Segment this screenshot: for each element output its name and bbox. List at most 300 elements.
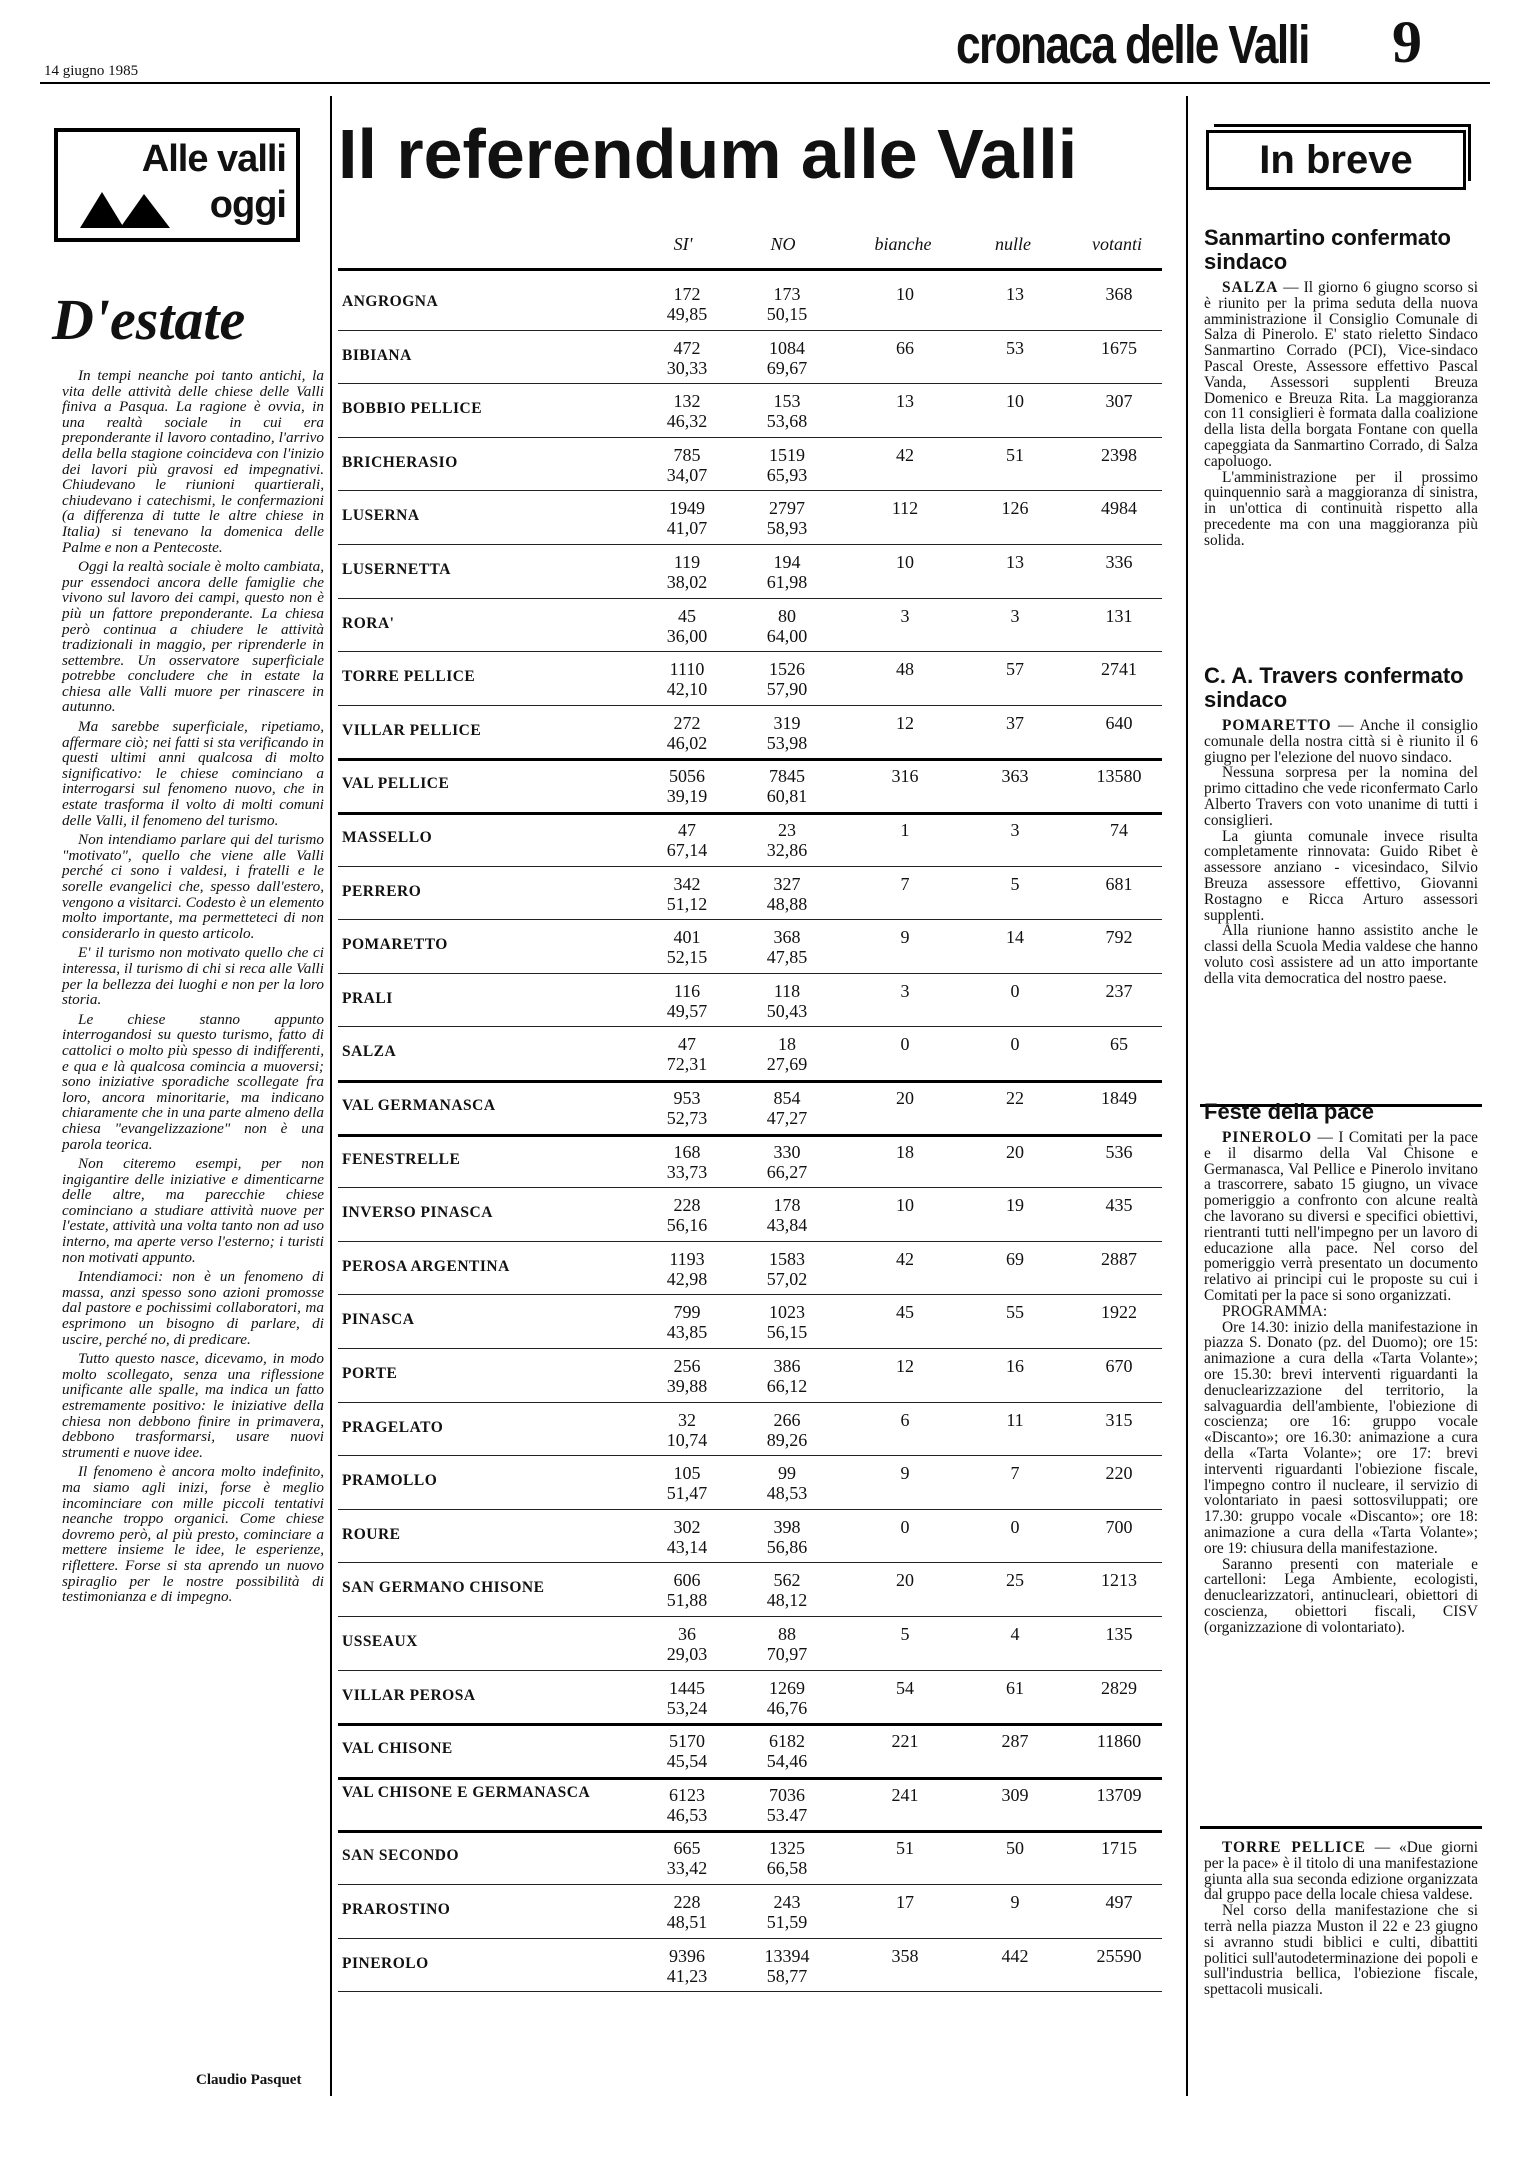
si-votes: 47 — [678, 1034, 696, 1055]
blank-votes: 3 — [900, 980, 910, 1001]
municipality-name: PRAMOLLO — [342, 1472, 438, 1490]
voters-total: 11860 — [1096, 1731, 1142, 1752]
news-item-salza — [1204, 226, 1478, 549]
si-percent: 33,42 — [666, 1858, 708, 1879]
null-votes: 10 — [1006, 391, 1024, 412]
no-votes: 80 — [778, 605, 796, 626]
municipality-name: PEROSA ARGENTINA — [342, 1257, 510, 1275]
null-votes: 9 — [1010, 1892, 1020, 1912]
municipality-name: PRAROSTINO — [342, 1901, 451, 1918]
si-percent: 45,54 — [666, 1751, 708, 1772]
no-percent: 46,76 — [766, 1697, 808, 1718]
blank-votes: 54 — [896, 1677, 914, 1698]
no-votes: 243 — [773, 1892, 801, 1912]
table-row — [338, 1884, 1162, 1938]
municipality-name: SAN SECONDO — [342, 1847, 460, 1865]
news-text: — «Due giorni per la pace» è il titolo di una manifestazione giunta alla sua seconda edizione organizzata dal gruppo pace della locale chiesa valdese. — [1204, 1839, 1478, 1904]
blank-votes: 7 — [900, 873, 910, 894]
si-votes: 342 — [673, 873, 701, 894]
table-row — [338, 1938, 1162, 1992]
table-row — [338, 276, 1162, 330]
no-percent: 32,86 — [766, 840, 808, 860]
news-paragraph — [1204, 1557, 1478, 1636]
column-header-votanti: votanti — [1092, 234, 1142, 254]
si-percent: 39,19 — [666, 786, 708, 807]
voters-total: 4984 — [1101, 498, 1137, 519]
no-votes: 18 — [778, 1034, 796, 1055]
table-header-rule — [338, 268, 1162, 271]
news-item-torre-pellice — [1204, 1840, 1478, 1998]
municipality-name: PRAGELATO — [342, 1418, 444, 1436]
blank-votes: 112 — [891, 498, 919, 519]
article-author: Claudio Pasquet — [196, 2072, 302, 2088]
si-percent: 41,07 — [666, 518, 708, 539]
article-paragraph: In tempi neanche poi tanto antichi, la vita delle attività delle chiese delle Valli finiva a Pasqua. La ragione è ovvia, in una realtà sociale in cui era preponderante il lavoro contadino, l'arrivo della bella stagione coincideva con l'inizio dei lavori più gravosi ed impegnativi. Chiudevano le riunioni quartierali, chiudevano i catechismi, le confermazioni (a differenza di tutte le altre chiese in Italia) si tenevano la domenica delle Palme e non a Pentecoste. — [62, 367, 324, 556]
null-votes: 55 — [1006, 1302, 1024, 1323]
column-header-nulle: nulle — [995, 234, 1031, 254]
voters-total: 536 — [1105, 1141, 1133, 1162]
article-paragraph: Oggi la realtà sociale è molto cambiata, pur essendoci ancora delle famiglie che vivono sul lavoro dei campi, questo non è più un fattore preponderante. La chiesa però continua a chiudere le attività tradizionali in maggio, per riprenderle in settembre. Un osservatore superficiale potrebbe concludere che in estate la chiesa alle Valli muore per rinascere in autunno. — [62, 558, 324, 716]
no-percent: 43,84 — [766, 1215, 808, 1236]
blank-votes: 10 — [896, 1195, 914, 1216]
table-row — [338, 705, 1162, 759]
municipality-name: PINEROLO — [342, 1954, 429, 1972]
voters-total: 792 — [1105, 927, 1133, 948]
table-row — [338, 1241, 1162, 1295]
voters-total: 135 — [1105, 1624, 1133, 1644]
si-votes: 45 — [678, 605, 696, 626]
article-paragraph: E' il turismo non motivato quello che ci interessa, il turismo di chi si reca alle Valli per la bellezza dei luoghi e non per la loro storia. — [62, 944, 324, 1009]
si-votes: 116 — [673, 980, 701, 1001]
blank-votes: 0 — [900, 1516, 910, 1537]
no-percent: 58,93 — [766, 518, 808, 539]
voters-total: 2741 — [1101, 659, 1137, 680]
null-votes: 3 — [1010, 820, 1020, 840]
null-votes: 442 — [1001, 1945, 1029, 1966]
municipality-name: MASSELLO — [342, 829, 433, 846]
article-body — [62, 368, 324, 1609]
column-divider-right — [1186, 96, 1188, 2096]
blank-votes: 9 — [900, 1463, 910, 1484]
no-votes: 118 — [773, 980, 801, 1001]
no-percent: 89,26 — [766, 1429, 808, 1450]
table-row — [338, 1294, 1162, 1348]
municipality-name: USSEAUX — [342, 1633, 418, 1650]
table-row — [338, 919, 1162, 973]
municipality-name: VAL CHISONE E GERMANASCA — [342, 1783, 591, 1801]
null-votes: 25 — [1006, 1570, 1024, 1591]
null-votes: 363 — [1001, 766, 1029, 787]
news-text: PROGRAMMA: — [1222, 1302, 1328, 1320]
no-percent: 70,97 — [766, 1644, 808, 1664]
table-row — [338, 1616, 1162, 1670]
news-text: Saranno presenti con materiale e cartelloni: Lega Ambiente, ecologisti, denuclearizzatori, antinucleari, obiettori di coscienza, obiettori fiscali, CISV (organizzazione di volontariato). — [1204, 1555, 1478, 1636]
no-votes: 562 — [773, 1570, 801, 1591]
issue-date: 14 giugno 1985 — [44, 63, 139, 79]
article-paragraph: Tutto questo nasce, dicevamo, in modo molto scollegato, senza una riflessione unificante alle spalle, ma indica un fatto estremamente positivo: le iniziative della chiesa non debbono finire in primavera, debbono trasformarsi, usare nuovi strumenti e nuove idee. — [62, 1350, 324, 1461]
table-row — [338, 1777, 1162, 1831]
no-percent: 66,58 — [766, 1858, 808, 1879]
no-votes: 319 — [773, 712, 801, 733]
no-votes: 178 — [773, 1195, 801, 1216]
no-percent: 51,59 — [766, 1912, 808, 1932]
si-votes: 47 — [678, 820, 696, 840]
municipality-name: PORTE — [342, 1365, 398, 1382]
blank-votes: 12 — [896, 712, 914, 733]
municipality-name: PERRERO — [342, 882, 422, 900]
blank-votes: 10 — [896, 284, 914, 304]
total-rule — [338, 1080, 1162, 1083]
si-percent: 39,88 — [666, 1376, 708, 1396]
news-headline: Feste della pace — [1204, 1099, 1374, 1124]
article-paragraph: Non intendiamo parlare qui del turismo "motivato", quello che viene alle Valli perché ci sono i valdesi, i fratelli e le sorelle evangelici che, spesso dall'estero, vengono a visitarci. Codesto è un elemento molto importante, ma permetteteci di non considerarlo in questo articolo. — [62, 831, 324, 942]
blank-votes: 221 — [891, 1731, 919, 1752]
si-percent: 36,00 — [666, 625, 708, 646]
municipality-name: VAL GERMANASCA — [342, 1097, 496, 1114]
null-votes: 0 — [1010, 980, 1020, 1001]
table-row — [338, 1830, 1162, 1884]
no-percent: 50,43 — [766, 1000, 808, 1021]
si-percent: 56,16 — [666, 1215, 708, 1236]
news-text: Ore 14.30: inizio della manifestazione in piazza S. Donato (pz. del Duomo); ore 15: animazione a cura della «Tarta Volante»; ore 15.30: brevi interventi riguardanti la denuclearizzazione del territorio, la salvaguardia dell'ambiente, l'obiezione di coscienza; ore 16: gruppo vocale «Discanto»; ore 16.30: animazione a cura della «Tarta Volante»; ore 17: brevi interventi riguardanti l'obiezione fiscale, l'impegno contro il nucleare, il servizio di volontariato in paesi sottosviluppati; ore 17.30: gruppo vocale «Discanto»; ore 18: animazione a cura della «Tarta Volante»; ore 19: chiusura della manifestazione. — [1204, 1318, 1478, 1557]
table-row — [338, 1670, 1162, 1724]
si-percent: 53,24 — [666, 1697, 708, 1718]
no-percent: 60,81 — [766, 786, 808, 807]
municipality-name: LUSERNETTA — [342, 561, 451, 578]
si-votes: 953 — [673, 1088, 701, 1108]
logo-text-line2: oggi — [209, 184, 286, 226]
blank-votes: 66 — [896, 337, 914, 358]
si-votes: 1110 — [669, 659, 705, 680]
table-row — [338, 383, 1162, 437]
news-kicker: SALZA — [1222, 279, 1279, 296]
news-text: — Anche il consiglio comunale della nostra città si è riunito il 6 giugno per l'elezione del nuovo sindaco. — [1204, 717, 1478, 766]
total-rule — [338, 1777, 1162, 1780]
news-headline: Sanmartino confermato sindaco — [1204, 225, 1451, 274]
blank-votes: 241 — [891, 1784, 919, 1805]
news-paragraph — [1204, 923, 1478, 986]
no-percent: 53.47 — [766, 1804, 808, 1825]
si-votes: 1949 — [669, 498, 705, 519]
si-percent: 30,33 — [666, 357, 708, 378]
null-votes: 0 — [1010, 1034, 1020, 1055]
table-row — [338, 1455, 1162, 1509]
no-votes: 398 — [773, 1516, 801, 1537]
si-percent: 10,74 — [666, 1429, 708, 1450]
column-header-no: NO — [770, 234, 796, 254]
voters-total: 2829 — [1101, 1677, 1137, 1698]
si-percent: 72,31 — [666, 1054, 708, 1075]
news-text: L'amministrazione per il prossimo quinquennio sarà a maggioranza di sinistra, in un'ottica di continuità rispetto alla precedente ma con una maggioranza più solida. — [1204, 468, 1478, 549]
referendum-results-table — [338, 226, 1162, 1986]
no-votes: 99 — [778, 1463, 796, 1484]
table-row — [338, 1348, 1162, 1402]
article-paragraph: Le chiese stanno appunto interrogandosi su questo turismo, fatto di cattolici o molto più spesso di indifferenti, e qua e là qualcosa comincia a muoversi; sono iniziative sporadiche scollegate fra loro, ancora minoritarie, ma indicano chiaramente che in una parte almeno della chiesa "evangelizzazione" non è una parola teorica. — [62, 1010, 324, 1153]
no-votes: 6182 — [769, 1731, 805, 1752]
null-votes: 4 — [1010, 1624, 1020, 1644]
table-row — [338, 330, 1162, 384]
table-row — [338, 598, 1162, 652]
no-votes: 368 — [773, 927, 801, 948]
no-votes: 2797 — [769, 498, 805, 519]
no-percent: 69,67 — [766, 357, 808, 378]
no-votes: 13394 — [764, 1945, 810, 1966]
table-row — [338, 758, 1162, 812]
no-percent: 53,68 — [766, 411, 808, 432]
si-percent: 43,85 — [666, 1322, 708, 1343]
voters-total: 1849 — [1101, 1088, 1137, 1108]
table-row — [338, 973, 1162, 1027]
blank-votes: 18 — [896, 1141, 914, 1162]
null-votes: 16 — [1006, 1356, 1024, 1376]
blank-votes: 358 — [891, 1945, 919, 1966]
municipality-name: FENESTRELLE — [342, 1150, 461, 1168]
null-votes: 22 — [1006, 1088, 1024, 1108]
no-votes: 23 — [778, 820, 796, 840]
no-votes: 1084 — [769, 337, 805, 358]
no-votes: 1526 — [769, 659, 805, 680]
si-percent: 49,85 — [666, 304, 708, 324]
si-votes: 6123 — [669, 1784, 705, 1805]
news-separator — [1200, 1826, 1482, 1829]
si-votes: 5056 — [669, 766, 705, 787]
municipality-name: INVERSO PINASCA — [342, 1204, 493, 1222]
null-votes: 50 — [1006, 1838, 1024, 1859]
municipality-name: TORRE PELLICE — [342, 668, 476, 686]
municipality-name: BIBIANA — [342, 346, 412, 364]
no-percent: 27,69 — [766, 1054, 808, 1075]
voters-total: 640 — [1105, 712, 1133, 733]
total-rule — [338, 1723, 1162, 1726]
si-votes: 32 — [678, 1409, 696, 1430]
no-votes: 1583 — [769, 1248, 805, 1269]
voters-total: 2887 — [1101, 1248, 1137, 1269]
voters-total: 220 — [1105, 1463, 1133, 1484]
news-paragraph — [1204, 470, 1478, 549]
no-votes: 327 — [773, 873, 801, 894]
no-percent: 65,93 — [766, 464, 808, 485]
municipality-name: BRICHERASIO — [342, 453, 458, 471]
table-row — [338, 651, 1162, 705]
municipality-name: POMARETTO — [342, 936, 448, 954]
municipality-name: VAL CHISONE — [342, 1740, 453, 1758]
si-votes: 5170 — [669, 1731, 705, 1752]
si-percent: 52,73 — [666, 1108, 708, 1128]
news-headline: C. A. Travers confermato sindaco — [1204, 663, 1464, 712]
news-text: Nel corso della manifestazione che si terrà nella piazza Muston il 22 e 23 giugno si avranno studi biblici e culti, dibattiti politici sull'autodeterminazione dei popoli e sull'industria bellica, l'obiezione fiscale, spettacoli musicali. — [1204, 1902, 1478, 1999]
news-text: Nessuna sorpresa per la nomina del primo cittadino che vede riconfermato Carlo Alberto Travers con voto unanime di tutti i consiglieri. — [1204, 764, 1478, 829]
null-votes: 3 — [1010, 605, 1020, 626]
news-kicker: PINEROLO — [1222, 1129, 1313, 1146]
null-votes: 287 — [1001, 1731, 1029, 1752]
voters-total: 13709 — [1096, 1784, 1142, 1805]
municipality-name: ROURE — [342, 1525, 401, 1543]
municipality-name: SAN GERMANO CHISONE — [342, 1579, 545, 1597]
no-votes: 1325 — [769, 1838, 805, 1859]
no-votes: 88 — [778, 1624, 796, 1644]
blank-votes: 6 — [900, 1409, 910, 1430]
si-percent: 51,12 — [666, 893, 708, 914]
table-row — [338, 490, 1162, 544]
blank-votes: 9 — [900, 927, 910, 948]
no-votes: 7036 — [769, 1784, 805, 1805]
no-percent: 58,77 — [766, 1965, 808, 1986]
si-votes: 132 — [673, 391, 701, 412]
table-row — [338, 1080, 1162, 1134]
voters-total: 131 — [1105, 605, 1133, 626]
logo-text-line1: Alle valli — [141, 138, 286, 180]
voters-total: 307 — [1105, 391, 1133, 412]
mountains-icon — [80, 190, 172, 228]
null-votes: 7 — [1010, 1463, 1020, 1484]
table-row — [338, 437, 1162, 491]
blank-votes: 13 — [896, 391, 914, 412]
blank-votes: 10 — [896, 552, 914, 572]
column-divider-left — [330, 96, 332, 2096]
si-votes: 1193 — [669, 1248, 705, 1269]
blank-votes: 5 — [900, 1624, 910, 1644]
table-row — [338, 1509, 1162, 1563]
no-percent: 48,88 — [766, 893, 808, 914]
table-row — [338, 1562, 1162, 1616]
si-votes: 799 — [673, 1302, 701, 1323]
null-votes: 61 — [1006, 1677, 1024, 1698]
no-votes: 854 — [773, 1088, 801, 1108]
null-votes: 69 — [1006, 1248, 1024, 1269]
si-percent: 42,10 — [666, 679, 708, 700]
article-title: D'estate — [52, 287, 246, 352]
masthead: cronaca delle Valli — [956, 15, 1309, 75]
no-percent: 61,98 — [766, 572, 808, 592]
news-text: La giunta comunale invece risulta completamente rinnovata: Guido Ribet è assessore anziano - vicesindaco, Silvio Breuza assessore effettivo, Giovanni Rostagno e Ricca Arturo assessori supplenti. — [1204, 827, 1478, 924]
si-percent: 46,32 — [666, 411, 708, 432]
header-rule — [40, 82, 1490, 84]
voters-total: 336 — [1105, 552, 1133, 572]
column-header-bianche: bianche — [874, 234, 932, 254]
si-percent: 38,02 — [666, 572, 708, 592]
si-percent: 33,73 — [666, 1161, 708, 1182]
municipality-name: BOBBIO PELLICE — [342, 400, 483, 418]
si-votes: 472 — [673, 337, 701, 358]
voters-total: 13580 — [1096, 766, 1142, 787]
voters-total: 435 — [1105, 1195, 1133, 1216]
voters-total: 1715 — [1101, 1838, 1137, 1859]
no-percent: 47,27 — [766, 1108, 808, 1128]
si-percent: 46,02 — [666, 732, 708, 753]
si-percent: 67,14 — [666, 840, 708, 860]
si-percent: 51,47 — [666, 1483, 708, 1504]
no-percent: 64,00 — [766, 625, 808, 646]
voters-total: 237 — [1105, 980, 1133, 1001]
si-percent: 49,57 — [666, 1000, 708, 1021]
table-row — [338, 544, 1162, 598]
si-votes: 9396 — [669, 1945, 705, 1966]
null-votes: 13 — [1006, 284, 1024, 304]
blank-votes: 42 — [896, 1248, 914, 1269]
news-paragraph — [1204, 1320, 1478, 1557]
no-percent: 56,86 — [766, 1536, 808, 1557]
voters-total: 315 — [1105, 1409, 1133, 1430]
blank-votes: 42 — [896, 444, 914, 465]
in-breve-title: In breve — [1206, 130, 1466, 190]
article-paragraph: Intendiamoci: non è un fenomeno di massa, anzi spesso sono azioni promosse dal pastore e pochissimi collaboratori, ma esprimono un bisogno di parlare, di uscire, perché no, di predicare. — [62, 1268, 324, 1348]
si-percent: 52,15 — [666, 947, 708, 968]
article-paragraph: Non citeremo esempi, per non ingigantire delle iniziative e dimenticarne delle altre, ma parecchie chiese cominciano a studiare attività nuove per l'estate, attività una volta tanto non ad uso interno, ma aperte verso l'esterno; i turisti non motivati appunto. — [62, 1155, 324, 1266]
no-percent: 57,02 — [766, 1268, 808, 1289]
table-row — [338, 1723, 1162, 1777]
voters-total: 700 — [1105, 1516, 1133, 1537]
no-votes: 153 — [773, 391, 801, 412]
article-paragraph: Ma sarebbe superficiale, ripetiamo, affermare ciò; nei fatti si sta verificando in questi ultimi anni qualcosa di molto significativo: le chiese cominciano a interrogarsi sul fenomeno nuovo, che in estate trasforma il volto di molti comuni delle Valli, il fenomeno del turismo. — [62, 718, 324, 829]
no-percent: 53,98 — [766, 732, 808, 753]
table-header — [338, 226, 1162, 268]
blank-votes: 48 — [896, 659, 914, 680]
si-votes: 302 — [673, 1516, 701, 1537]
no-votes: 1519 — [769, 444, 805, 465]
news-text: — Il giorno 6 giugno scorso si è riunito per la prima seduta della nuova amministrazione il Consiglio Comunale di Salza di Pinerolo. E' stato rieletto Sindaco Sanmartino Corrado (PCI), Vice-sindaco Pascal Oreste, Assessore effettivo Pascal Vanda, Assessori supplenti Breuza Domenico e Breuza Rita. La maggioranza con 11 consiglieri è formata dalla coalizione della lista della borgata Fontane con quella capeggiata da Sanmartino Corrado, di Salza capoluogo. — [1204, 279, 1478, 470]
table-row — [338, 1026, 1162, 1080]
voters-total: 681 — [1105, 873, 1133, 894]
no-percent: 56,15 — [766, 1322, 808, 1343]
si-percent: 51,88 — [666, 1590, 708, 1611]
no-votes: 194 — [773, 552, 801, 572]
total-rule — [338, 758, 1162, 761]
si-percent: 48,51 — [666, 1912, 708, 1932]
row-rule — [338, 1991, 1162, 1992]
no-percent: 48,53 — [766, 1483, 808, 1504]
municipality-name: PRALI — [342, 989, 393, 1007]
si-votes: 665 — [673, 1838, 701, 1859]
null-votes: 0 — [1010, 1516, 1020, 1537]
no-percent: 47,85 — [766, 947, 808, 968]
si-votes: 168 — [673, 1141, 701, 1162]
voters-total: 497 — [1105, 1892, 1133, 1912]
news-paragraph — [1204, 1903, 1478, 1998]
voters-total: 2398 — [1101, 444, 1137, 465]
voters-total: 1213 — [1101, 1570, 1137, 1591]
blank-votes: 45 — [896, 1302, 914, 1323]
news-kicker: TORRE PELLICE — [1222, 1839, 1366, 1856]
si-votes: 272 — [673, 712, 701, 733]
no-percent: 66,27 — [766, 1161, 808, 1182]
news-paragraph — [1204, 718, 1478, 765]
si-votes: 172 — [673, 284, 701, 304]
table-row — [338, 866, 1162, 920]
si-percent: 46,53 — [666, 1804, 708, 1825]
blank-votes: 1 — [900, 820, 910, 840]
blank-votes: 316 — [891, 766, 919, 787]
no-votes: 386 — [773, 1356, 801, 1376]
municipality-name: VILLAR PELLICE — [342, 721, 482, 739]
municipality-name: PINASCA — [342, 1311, 415, 1329]
no-votes: 266 — [773, 1409, 801, 1430]
si-votes: 401 — [673, 927, 701, 948]
section-logo — [54, 128, 300, 242]
si-percent: 34,07 — [666, 464, 708, 485]
null-votes: 53 — [1006, 337, 1024, 358]
si-votes: 36 — [678, 1624, 696, 1644]
si-votes: 606 — [673, 1570, 701, 1591]
blank-votes: 3 — [900, 605, 910, 626]
null-votes: 20 — [1006, 1141, 1024, 1162]
table-row — [338, 1134, 1162, 1188]
blank-votes: 20 — [896, 1088, 914, 1108]
no-votes: 173 — [773, 284, 801, 304]
si-percent: 43,14 — [666, 1536, 708, 1557]
news-item-pinerolo — [1204, 1100, 1478, 1636]
voters-total: 25590 — [1096, 1945, 1142, 1966]
municipality-name: VAL PELLICE — [342, 775, 450, 793]
